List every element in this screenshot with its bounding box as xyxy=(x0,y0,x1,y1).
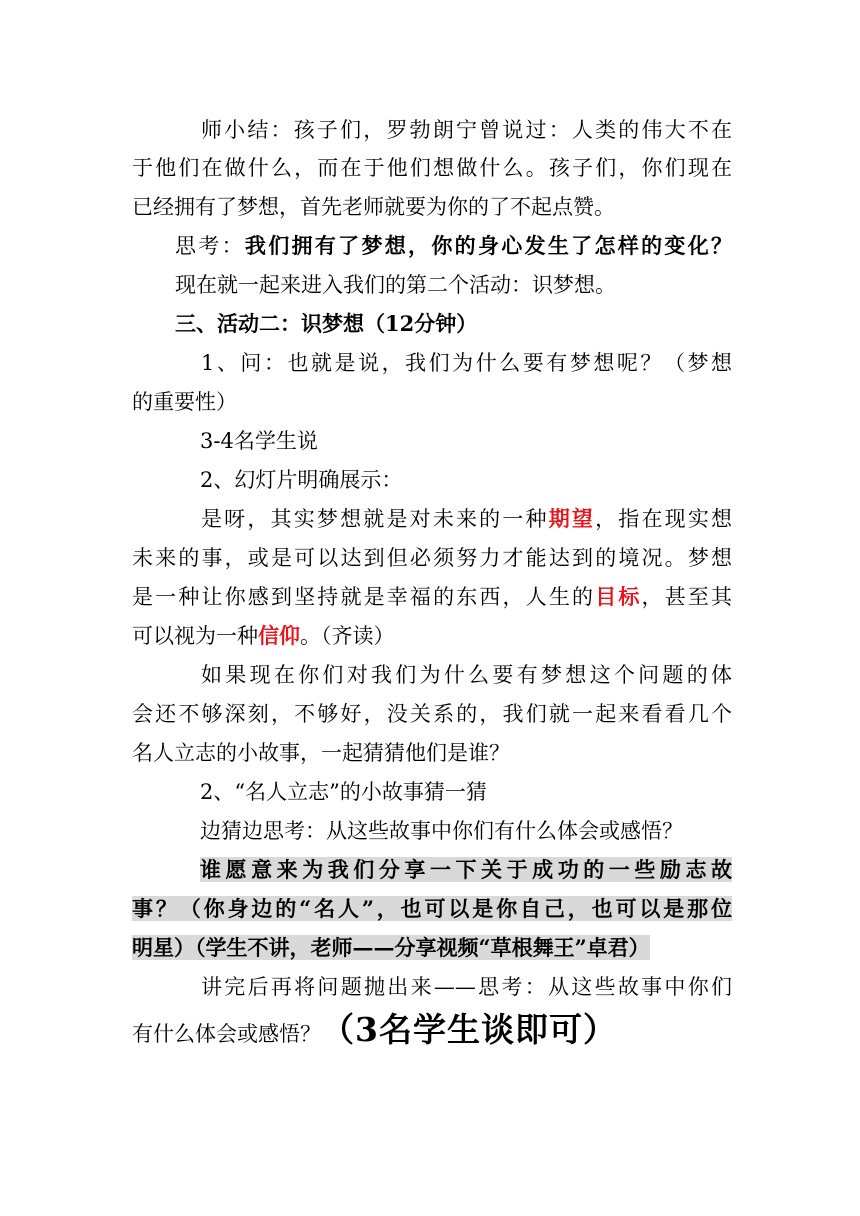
definition-line-2: 未来的事，或是可以达到但必须努力才能达到的境况。梦想 xyxy=(132,546,732,570)
definition-text: ，甚至其 xyxy=(641,585,733,609)
students-line: 3-4名学生说 xyxy=(200,429,318,453)
shaded-text: 谁愿意来为我们分享一下关于成功的一些励志故 xyxy=(200,857,732,882)
definition-text: 是一种让你感到坚持就是幸福的东西，人生的 xyxy=(132,585,596,609)
share-line-1 xyxy=(200,856,732,884)
definition-text: 是呀，其实梦想就是对未来的一种 xyxy=(201,507,549,531)
keyword-goal: 目标 xyxy=(595,584,642,609)
keyword-belief: 信仰 xyxy=(258,623,300,648)
think-line xyxy=(175,232,732,260)
guess-line: 边猜边思考：从这些故事中你们有什么体会或感悟？ xyxy=(200,819,683,843)
question-line-2: 的重要性） xyxy=(132,390,237,414)
definition-text: ，指在现实想 xyxy=(595,507,733,531)
summary-line-1: 师小结：孩子们，罗勃朗宁曾说过：人类的伟大不在 xyxy=(201,118,732,142)
if-line-2: 会还不够深刻，不够好，没关系的，我们就一起来看看几个 xyxy=(132,702,732,726)
big-note: （3名学生谈即可） xyxy=(321,1010,617,1049)
think-label: 思考： xyxy=(175,234,245,258)
definition-text: 可以视为一种 xyxy=(132,624,258,648)
slide-line: 2、幻灯片明确展示： xyxy=(200,468,403,492)
definition-line-1 xyxy=(132,505,732,533)
shaded-text: 事？（你身边的“名人”，也可以是你自己，也可以是那位 xyxy=(132,896,732,921)
section-heading: 三、活动二：识梦想（12分钟） xyxy=(175,311,478,336)
keyword-expectation: 期望 xyxy=(548,506,596,531)
share-line-2 xyxy=(132,895,732,923)
if-line-3: 名人立志的小故事，一起猜猜他们是谁？ xyxy=(132,741,510,765)
summary-line-3: 已经拥有了梦想，首先老师就要为你的了不起点赞。 xyxy=(132,195,615,219)
after-line-1: 讲完后再将问题抛出来——思考：从这些故事中你们 xyxy=(201,975,732,999)
after-text: 有什么体会或感悟？ xyxy=(132,1022,321,1046)
shaded-text: 明星）（学生不讲，老师——分享视频“草根舞王”卓君） xyxy=(132,935,650,960)
think-question: 我们拥有了梦想，你的身心发生了怎样的变化？ xyxy=(244,233,733,258)
share-line-3 xyxy=(132,934,732,962)
if-line-1: 如果现在你们对我们为什么要有梦想这个问题的体 xyxy=(201,663,732,687)
question-line-1: 1、问：也就是说，我们为什么要有梦想呢？（梦想 xyxy=(201,351,732,375)
intro-line: 现在就一起来进入我们的第二个活动：识梦想。 xyxy=(175,273,616,297)
definition-line-4 xyxy=(132,622,732,650)
summary-line-2: 于他们在做什么，而在于他们想做什么。孩子们，你们现在 xyxy=(132,156,732,180)
definition-text: 。（齐读） xyxy=(300,624,395,648)
after-line-2 xyxy=(132,1010,732,1049)
story-title: 2、“名人立志”的小故事猜一猜 xyxy=(200,780,487,804)
definition-line-3 xyxy=(132,583,732,611)
